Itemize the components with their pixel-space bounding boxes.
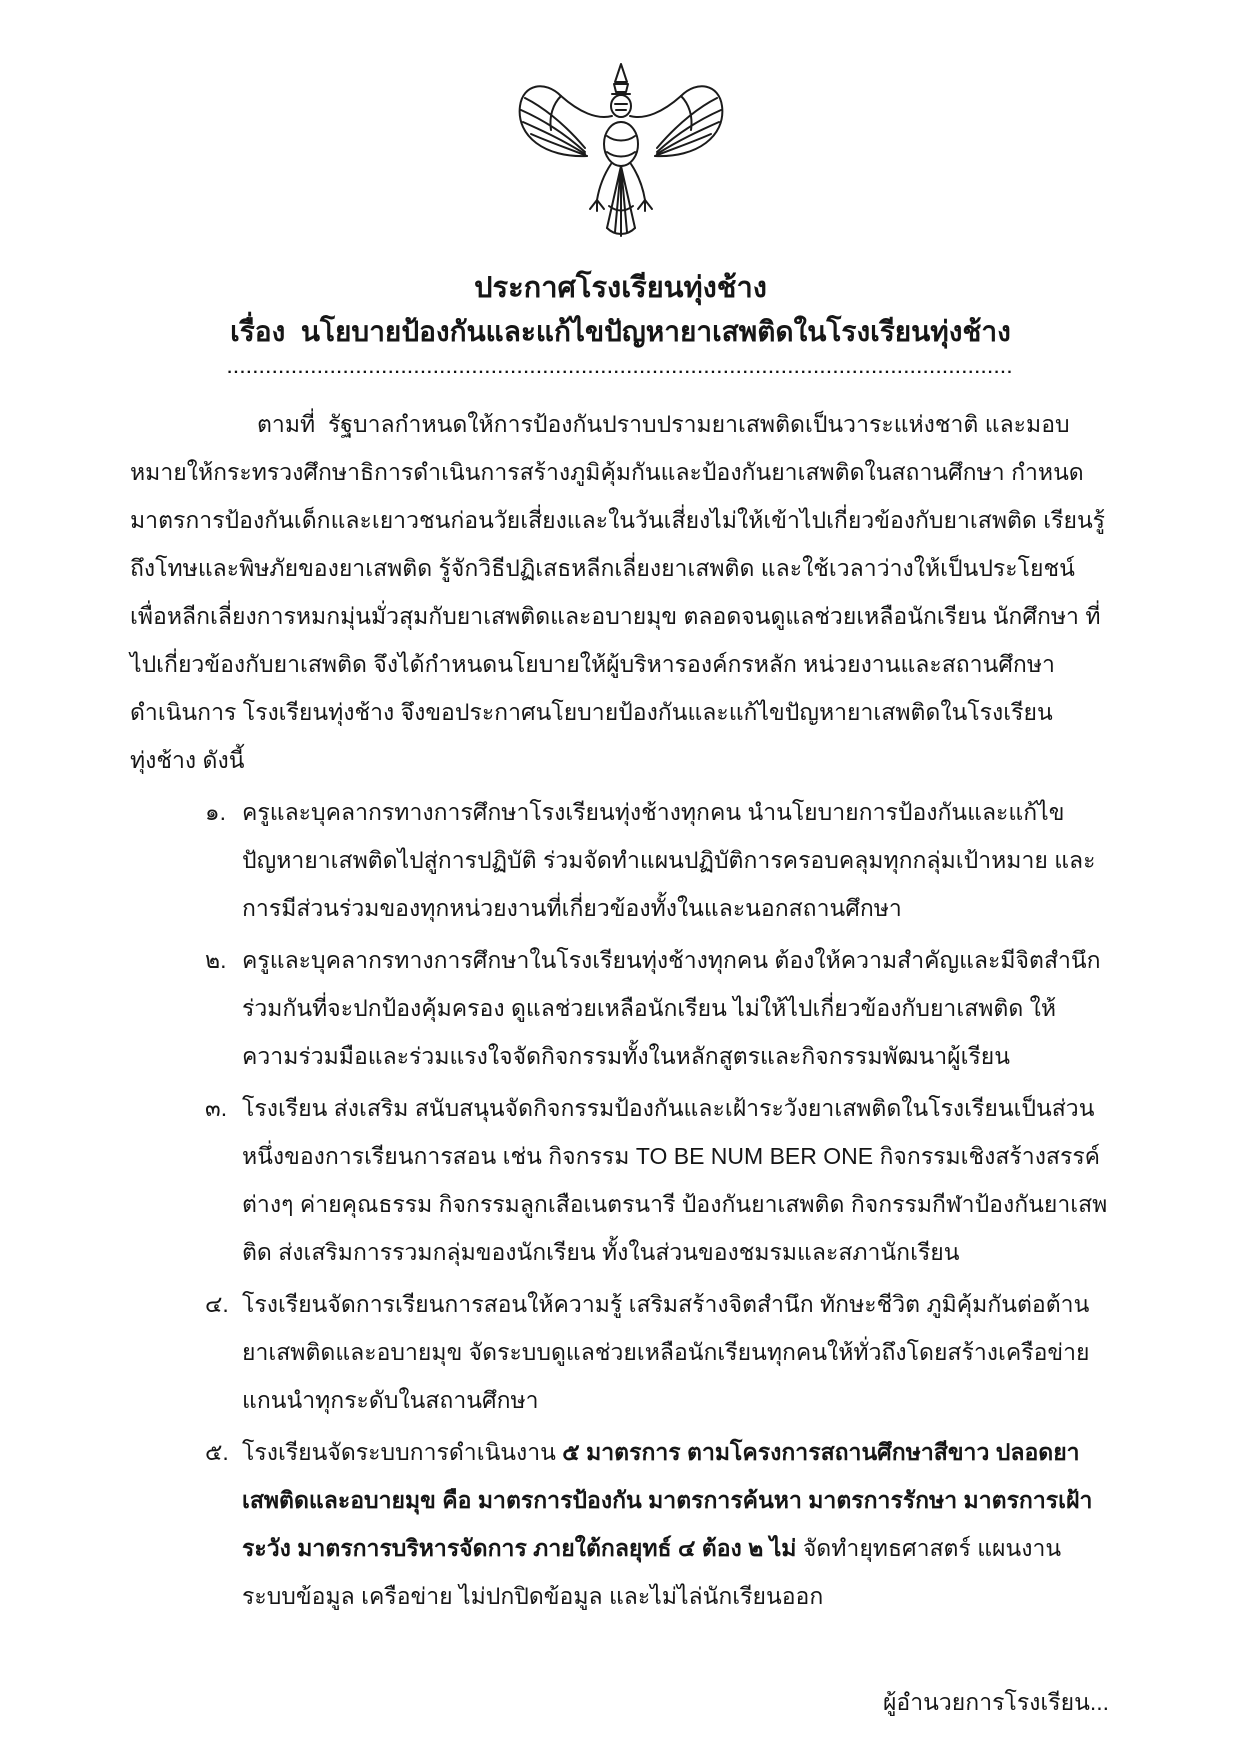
- separator-dots: ..........................................................................................................................: [227, 360, 1014, 377]
- item-number: ๓.: [205, 1095, 228, 1121]
- garuda-emblem-icon: [130, 60, 1111, 256]
- list-item: [205, 1428, 1111, 1620]
- list-item: [205, 1084, 1111, 1276]
- announcement-title: ประกาศโรงเรียนทุ่งช้าง: [474, 272, 767, 304]
- item-text: ครูและบุคลากรทางการศึกษาโรงเรียนทุ่งช้างทุกคน นำนโยบายการป้องกันและแก้ไขปัญหายาเสพติดไปสู่การปฏิบัติ ร่วมจัดทำแผนปฏิบัติการครอบคลุมทุกกลุ่มเป้าหมาย และการมีส่วนร่วมของทุกหน่วยงานที่เกี่ยวข้องทั้งในและนอกสถานศึกษา: [242, 799, 1096, 921]
- list-item: [205, 1280, 1111, 1424]
- director-signoff: ผู้อำนวยการโรงเรียน...: [882, 1689, 1109, 1715]
- policy-list: [130, 788, 1111, 1620]
- item-text: โรงเรียนจัดการเรียนการสอนให้ความรู้ เสริมสร้างจิตสำนึก ทักษะชีวิต ภูมิคุ้มกันต่อต้านยาเสพติดและอบายมุข จัดระบบดูแลช่วยเหลือนักเรียนทุกคนให้ทั่วถึงโดยสร้างเครือข่ายแกนนำทุกระดับในสถานศึกษา: [242, 1291, 1090, 1413]
- list-item: [205, 788, 1111, 932]
- announcement-subject: เรื่อง นโยบายป้องกันและแก้ไขปัญหายาเสพติดในโรงเรียนทุ่งช้าง: [230, 316, 1011, 347]
- item-text: โรงเรียน ส่งเสริม สนับสนุนจัดกิจกรรมป้องกันและเฝ้าระวังยาเสพติดในโรงเรียนเป็นส่วนหนึ่งของการเรียนการสอน เช่น กิจกรรม TO BE NUM BER ONE กิจกรรมเชิงสร้างสรรค์ต่างๆ ค่ายคุณธรรม กิจกรรมลูกเสือเนตรนารี ป้องกันยาเสพติด กิจกรรมกีฬาป้องกันยาเสพติด ส่งเสริมการรวมกลุ่มของนักเรียน ทั้งในส่วนของชมรมและสภานักเรียน: [242, 1095, 1108, 1265]
- item-text-regular: โรงเรียนจัดระบบการดำเนินงาน: [242, 1439, 563, 1465]
- item-text-bold: ๕ มาตรการ ตามโครงการสถานศึกษาสีขาว ปลอดยาเสพติดและอบายมุข คือ มาตรการป้องกัน มาตรการค้นหา มาตรการรักษา มาตรการเฝ้าระวัง มาตรการบริหารจัดการ ภายใต้กลยุทธ์ ๔ ต้อง ๒ ไม่: [242, 1439, 1093, 1561]
- item-number: ๒.: [205, 947, 227, 973]
- intro-paragraph: ตามที่ รัฐบาลกำหนดให้การป้องกันปราบปรามยาเสพติดเป็นวาระแห่งชาติ และมอบหมายให้กระทรวงศึกษาธิการดำเนินการสร้างภูมิคุ้มกันและป้องกันยาเสพติดในสถานศึกษา กำหนดมาตรการป้องกันเด็กและเยาวชนก่อนวัยเสี่ยงและในวันเสี่ยงไม่ให้เข้าไปเกี่ยวข้องกับยาเสพติด เรียนรู้ถึงโทษและพิษภัยของยาเสพติด รู้จักวิธีปฏิเสธหลีกเลี่ยงยาเสพติด และใช้เวลาว่างให้เป็นประโยชน์เพื่อหลีกเลี่ยงการหมกมุ่นมั่วสุมกับยาเสพติดและอบายมุข ตลอดจนดูแลช่วยเหลือนักเรียน นักศึกษา ที่ไปเกี่ยวข้องกับยาเสพติด จึงได้กำหนดนโยบายให้ผู้บริหารองค์กรหลัก หน่วยงานและสถานศึกษา ดำเนินการ โรงเรียนทุ่งช้าง จึงขอประกาศนโยบายป้องกันและแก้ไขปัญหายาเสพติดในโรงเรียนทุ่งช้าง ดังนี้: [130, 411, 1106, 773]
- item-text: [242, 1428, 1111, 1620]
- item-number: ๔.: [205, 1291, 229, 1317]
- list-item: [205, 936, 1111, 1080]
- item-text: ครูและบุคลากรทางการศึกษาในโรงเรียนทุ่งช้างทุกคน ต้องให้ความสำคัญและมีจิตสำนึกร่วมกันที่จะปกป้องคุ้มครอง ดูแลช่วยเหลือนักเรียน ไม่ให้ไปเกี่ยวข้องกับยาเสพติด ให้ความร่วมมือและร่วมแรงใจจัดกิจกรรมทั้งในหลักสูตรและกิจกรรมพัฒนาผู้เรียน: [242, 947, 1101, 1069]
- item-number: ๑.: [205, 799, 226, 825]
- item-number: ๕.: [205, 1439, 229, 1465]
- item-text-regular: จัดทำยุทธศาสตร์ แผนงาน ระบบข้อมูล เครือข่าย ไม่ปกปิดข้อมูล และไม่ไล่นักเรียนออก: [242, 1535, 1062, 1609]
